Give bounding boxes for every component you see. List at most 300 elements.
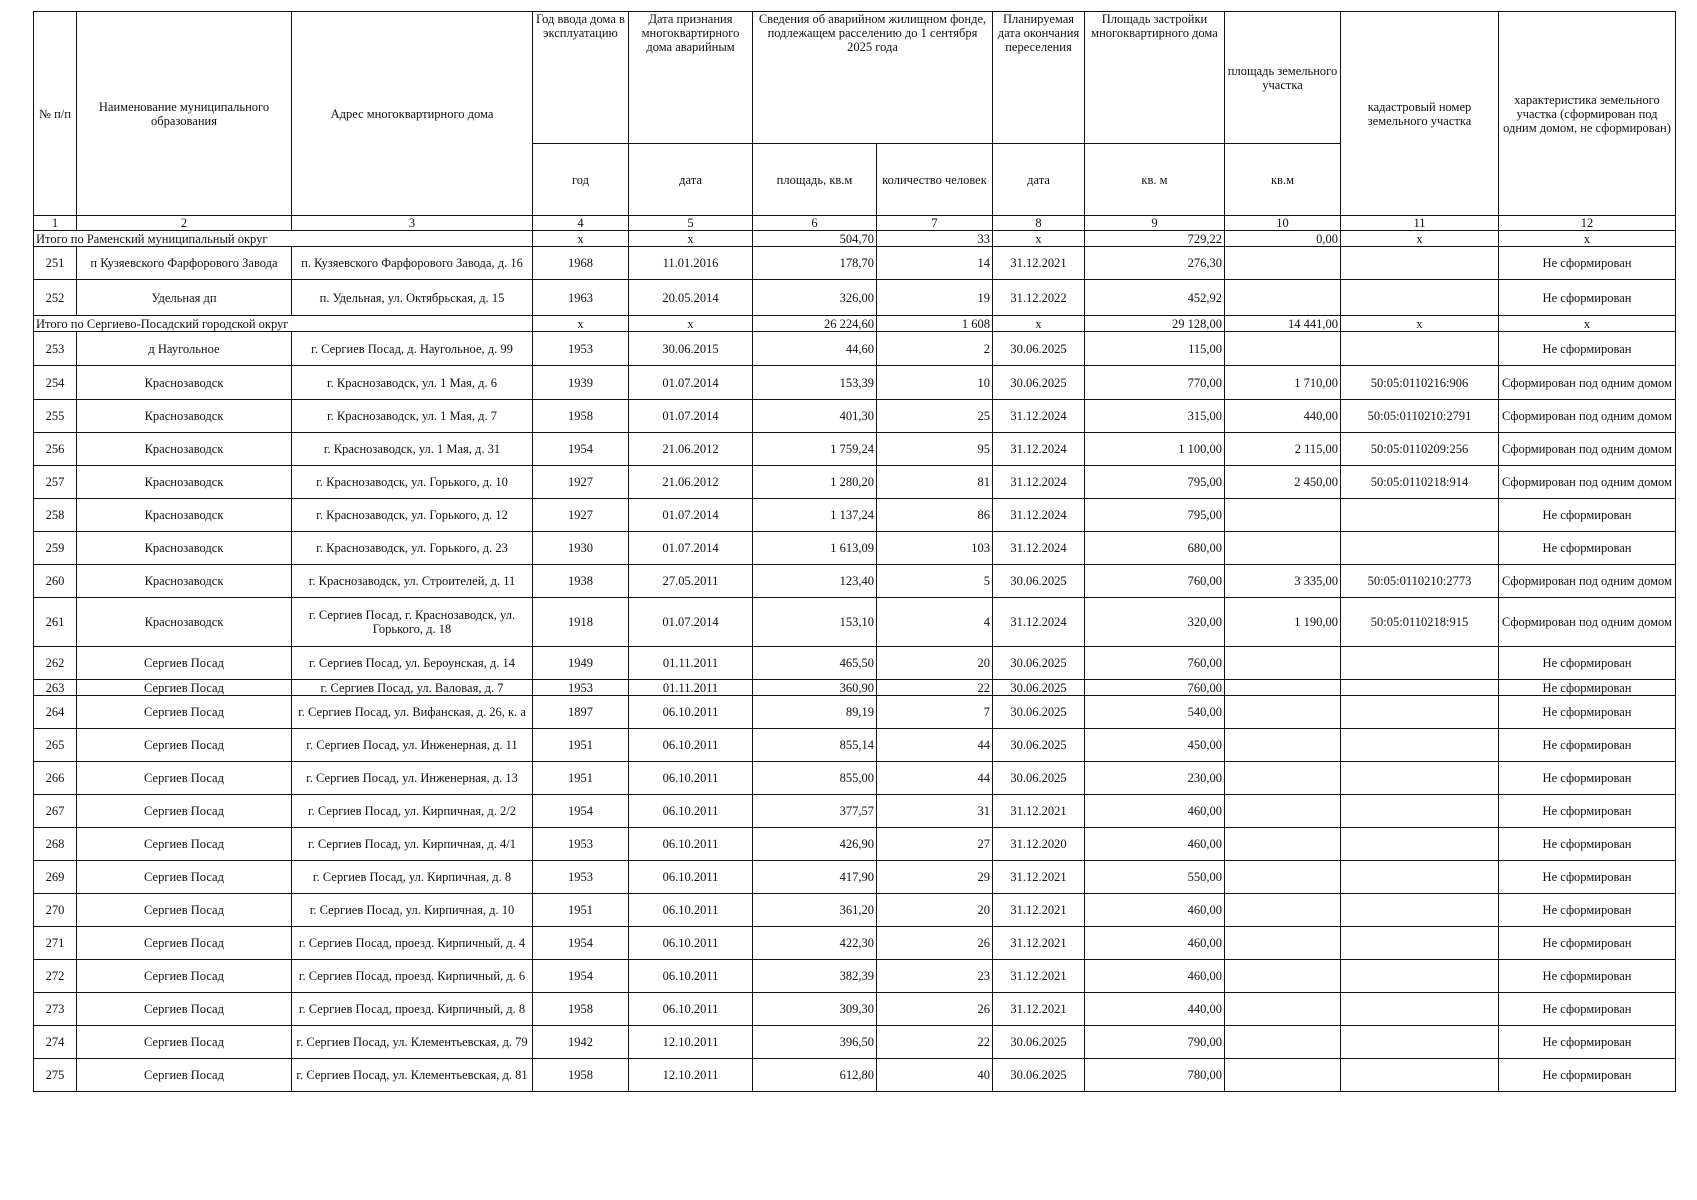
people-cell: 2 xyxy=(877,332,993,366)
cadastral-cell xyxy=(1341,795,1499,828)
address-cell: г. Сергиев Посад, д. Наугольное, д. 99 xyxy=(292,332,533,366)
land-area-cell: 3 335,00 xyxy=(1225,565,1341,598)
cadastral-cell xyxy=(1341,647,1499,680)
area-cell: 396,50 xyxy=(753,1026,877,1059)
build-area-cell: 460,00 xyxy=(1085,927,1225,960)
people-cell: 86 xyxy=(877,499,993,532)
area-cell: 1 759,24 xyxy=(753,433,877,466)
table-row xyxy=(34,366,1676,400)
cadastral-cell xyxy=(1341,1026,1499,1059)
total-build-area: 729,22 xyxy=(1085,231,1225,247)
emergency-date-cell: 01.07.2014 xyxy=(629,532,753,565)
table-row xyxy=(34,696,1676,729)
area-cell: 153,39 xyxy=(753,366,877,400)
total-area: 26 224,60 xyxy=(753,316,877,332)
area-cell: 426,90 xyxy=(753,828,877,861)
municipality-cell: Краснозаводск xyxy=(77,532,292,565)
municipality-cell: д Наугольное xyxy=(77,332,292,366)
header-cadastral: кадастровый номер земельного участка xyxy=(1341,12,1499,216)
cadastral-cell xyxy=(1341,861,1499,894)
people-cell: 5 xyxy=(877,565,993,598)
year-cell: 1938 xyxy=(533,565,629,598)
address-cell: г. Краснозаводск, ул. Горького, д. 12 xyxy=(292,499,533,532)
land-area-cell xyxy=(1225,861,1341,894)
table-row xyxy=(34,400,1676,433)
emergency-date-cell: 06.10.2011 xyxy=(629,993,753,1026)
land-characteristic-cell: Не сформирован xyxy=(1499,828,1676,861)
municipality-cell: Сергиев Посад xyxy=(77,729,292,762)
header-planned-end: Планируемая дата окончания переселения xyxy=(993,12,1085,144)
people-cell: 81 xyxy=(877,466,993,499)
land-area-cell xyxy=(1225,828,1341,861)
table-row xyxy=(34,565,1676,598)
cadastral-cell xyxy=(1341,828,1499,861)
municipality-cell: Сергиев Посад xyxy=(77,1059,292,1092)
people-cell: 22 xyxy=(877,680,993,696)
header-land-area: площадь земельного участка xyxy=(1225,12,1341,144)
year-cell: 1951 xyxy=(533,729,629,762)
row-number: 269 xyxy=(34,861,77,894)
emergency-date-cell: 20.05.2014 xyxy=(629,280,753,316)
area-cell: 855,14 xyxy=(753,729,877,762)
municipality-cell: Удельная дп xyxy=(77,280,292,316)
emergency-date-cell: 01.07.2014 xyxy=(629,400,753,433)
total-date: х xyxy=(629,316,753,332)
column-number: 10 xyxy=(1225,216,1341,231)
header-address: Адрес многоквартирного дома xyxy=(292,12,533,216)
column-number: 9 xyxy=(1085,216,1225,231)
subheader-area: площадь, кв.м xyxy=(753,144,877,216)
planned-end-cell: 31.12.2021 xyxy=(993,960,1085,993)
header-land-characteristic: характеристика земельного участка (сформирован под одним домом, не сформирован) xyxy=(1499,12,1676,216)
build-area-cell: 460,00 xyxy=(1085,894,1225,927)
emergency-date-cell: 01.11.2011 xyxy=(629,680,753,696)
table-row xyxy=(34,894,1676,927)
cadastral-cell xyxy=(1341,1059,1499,1092)
address-cell: г. Сергиев Посад, ул. Клементьевская, д. 79 xyxy=(292,1026,533,1059)
header-municipality: Наименование муниципального образования xyxy=(77,12,292,216)
people-cell: 26 xyxy=(877,927,993,960)
address-cell: г. Сергиев Посад, ул. Вифанская, д. 26, к. а xyxy=(292,696,533,729)
column-number: 7 xyxy=(877,216,993,231)
table-row xyxy=(34,993,1676,1026)
table-row xyxy=(34,647,1676,680)
row-number: 264 xyxy=(34,696,77,729)
land-area-cell xyxy=(1225,332,1341,366)
table-row xyxy=(34,828,1676,861)
land-area-cell xyxy=(1225,532,1341,565)
land-area-cell xyxy=(1225,1026,1341,1059)
table-row xyxy=(34,532,1676,565)
people-cell: 25 xyxy=(877,400,993,433)
emergency-date-cell: 06.10.2011 xyxy=(629,960,753,993)
cadastral-cell xyxy=(1341,696,1499,729)
build-area-cell: 780,00 xyxy=(1085,1059,1225,1092)
municipality-cell: Сергиев Посад xyxy=(77,993,292,1026)
build-area-cell: 276,30 xyxy=(1085,247,1225,280)
row-number: 267 xyxy=(34,795,77,828)
year-cell: 1939 xyxy=(533,366,629,400)
column-number: 5 xyxy=(629,216,753,231)
municipality-cell: Сергиев Посад xyxy=(77,960,292,993)
planned-end-cell: 31.12.2021 xyxy=(993,894,1085,927)
column-number: 12 xyxy=(1499,216,1676,231)
cadastral-cell xyxy=(1341,532,1499,565)
planned-end-cell: 30.06.2025 xyxy=(993,729,1085,762)
total-row xyxy=(34,231,1676,247)
people-cell: 4 xyxy=(877,598,993,647)
emergency-date-cell: 06.10.2011 xyxy=(629,927,753,960)
cadastral-cell: 50:05:0110216:906 xyxy=(1341,366,1499,400)
land-area-cell xyxy=(1225,499,1341,532)
cadastral-cell: 50:05:0110210:2791 xyxy=(1341,400,1499,433)
emergency-date-cell: 21.06.2012 xyxy=(629,433,753,466)
area-cell: 153,10 xyxy=(753,598,877,647)
land-characteristic-cell: Не сформирован xyxy=(1499,1026,1676,1059)
land-characteristic-cell: Не сформирован xyxy=(1499,894,1676,927)
land-characteristic-cell: Не сформирован xyxy=(1499,1059,1676,1092)
year-cell: 1953 xyxy=(533,828,629,861)
emergency-date-cell: 01.07.2014 xyxy=(629,598,753,647)
land-characteristic-cell: Не сформирован xyxy=(1499,861,1676,894)
build-area-cell: 452,92 xyxy=(1085,280,1225,316)
area-cell: 44,60 xyxy=(753,332,877,366)
planned-end-cell: 31.12.2024 xyxy=(993,433,1085,466)
municipality-cell: Сергиев Посад xyxy=(77,927,292,960)
build-area-cell: 320,00 xyxy=(1085,598,1225,647)
planned-end-cell: 30.06.2025 xyxy=(993,565,1085,598)
row-number: 260 xyxy=(34,565,77,598)
cadastral-cell xyxy=(1341,729,1499,762)
emergency-date-cell: 06.10.2011 xyxy=(629,762,753,795)
planned-end-cell: 30.06.2025 xyxy=(993,1059,1085,1092)
row-number: 270 xyxy=(34,894,77,927)
year-cell: 1958 xyxy=(533,1059,629,1092)
build-area-cell: 760,00 xyxy=(1085,680,1225,696)
municipality-cell: Краснозаводск xyxy=(77,499,292,532)
row-number: 255 xyxy=(34,400,77,433)
emergency-date-cell: 12.10.2011 xyxy=(629,1059,753,1092)
land-area-cell xyxy=(1225,795,1341,828)
housing-table xyxy=(33,11,1676,1092)
land-area-cell xyxy=(1225,729,1341,762)
total-land-area: 0,00 xyxy=(1225,231,1341,247)
planned-end-cell: 31.12.2021 xyxy=(993,993,1085,1026)
address-cell: г. Сергиев Посад, ул. Инженерная, д. 11 xyxy=(292,729,533,762)
subheader-year: год xyxy=(533,144,629,216)
area-cell: 465,50 xyxy=(753,647,877,680)
municipality-cell: Сергиев Посад xyxy=(77,828,292,861)
build-area-cell: 460,00 xyxy=(1085,828,1225,861)
row-number: 274 xyxy=(34,1026,77,1059)
emergency-date-cell: 01.07.2014 xyxy=(629,499,753,532)
people-cell: 22 xyxy=(877,1026,993,1059)
municipality-cell: Сергиев Посад xyxy=(77,647,292,680)
land-characteristic-cell: Не сформирован xyxy=(1499,927,1676,960)
subheader-end-date: дата xyxy=(993,144,1085,216)
row-number: 259 xyxy=(34,532,77,565)
row-number: 272 xyxy=(34,960,77,993)
people-cell: 7 xyxy=(877,696,993,729)
build-area-cell: 680,00 xyxy=(1085,532,1225,565)
build-area-cell: 230,00 xyxy=(1085,762,1225,795)
year-cell: 1897 xyxy=(533,696,629,729)
cadastral-cell: 50:05:0110218:915 xyxy=(1341,598,1499,647)
land-area-cell xyxy=(1225,1059,1341,1092)
column-number: 2 xyxy=(77,216,292,231)
area-cell: 326,00 xyxy=(753,280,877,316)
total-end: х xyxy=(993,231,1085,247)
row-number: 252 xyxy=(34,280,77,316)
municipality-cell: Краснозаводск xyxy=(77,466,292,499)
cadastral-cell: 50:05:0110209:256 xyxy=(1341,433,1499,466)
planned-end-cell: 31.12.2021 xyxy=(993,861,1085,894)
header-year: Год ввода дома в эксплуатацию xyxy=(533,12,629,144)
year-cell: 1954 xyxy=(533,433,629,466)
land-characteristic-cell: Не сформирован xyxy=(1499,280,1676,316)
area-cell: 401,30 xyxy=(753,400,877,433)
planned-end-cell: 30.06.2025 xyxy=(993,332,1085,366)
planned-end-cell: 31.12.2024 xyxy=(993,532,1085,565)
build-area-cell: 795,00 xyxy=(1085,499,1225,532)
subheader-people: количество человек xyxy=(877,144,993,216)
emergency-date-cell: 21.06.2012 xyxy=(629,466,753,499)
area-cell: 178,70 xyxy=(753,247,877,280)
address-cell: г. Сергиев Посад, проезд. Кирпичный, д. 4 xyxy=(292,927,533,960)
cadastral-cell xyxy=(1341,993,1499,1026)
table-row xyxy=(34,499,1676,532)
address-cell: г. Краснозаводск, ул. 1 Мая, д. 6 xyxy=(292,366,533,400)
emergency-date-cell: 06.10.2011 xyxy=(629,861,753,894)
table-row xyxy=(34,1059,1676,1092)
year-cell: 1949 xyxy=(533,647,629,680)
land-characteristic-cell: Не сформирован xyxy=(1499,332,1676,366)
cadastral-cell: 50:05:0110218:914 xyxy=(1341,466,1499,499)
land-characteristic-cell: Не сформирован xyxy=(1499,960,1676,993)
land-characteristic-cell: Не сформирован xyxy=(1499,993,1676,1026)
cadastral-cell xyxy=(1341,762,1499,795)
build-area-cell: 770,00 xyxy=(1085,366,1225,400)
total-characteristic: х xyxy=(1499,231,1676,247)
year-cell: 1958 xyxy=(533,400,629,433)
address-cell: г. Сергиев Посад, проезд. Кирпичный, д. 6 xyxy=(292,960,533,993)
build-area-cell: 440,00 xyxy=(1085,993,1225,1026)
emergency-date-cell: 06.10.2011 xyxy=(629,795,753,828)
planned-end-cell: 31.12.2024 xyxy=(993,499,1085,532)
subheader-build-area: кв. м xyxy=(1085,144,1225,216)
land-characteristic-cell: Не сформирован xyxy=(1499,696,1676,729)
cadastral-cell xyxy=(1341,499,1499,532)
address-cell: г. Краснозаводск, ул. 1 Мая, д. 31 xyxy=(292,433,533,466)
people-cell: 40 xyxy=(877,1059,993,1092)
area-cell: 612,80 xyxy=(753,1059,877,1092)
land-characteristic-cell: Сформирован под одним домом xyxy=(1499,433,1676,466)
emergency-date-cell: 06.10.2011 xyxy=(629,828,753,861)
land-characteristic-cell: Сформирован под одним домом xyxy=(1499,598,1676,647)
table-row xyxy=(34,960,1676,993)
emergency-date-cell: 06.10.2011 xyxy=(629,729,753,762)
area-cell: 422,30 xyxy=(753,927,877,960)
total-cadastral: х xyxy=(1341,231,1499,247)
column-number: 4 xyxy=(533,216,629,231)
row-number: 263 xyxy=(34,680,77,696)
column-number: 8 xyxy=(993,216,1085,231)
address-cell: г. Краснозаводск, ул. Строителей, д. 11 xyxy=(292,565,533,598)
header-number: № п/п xyxy=(34,12,77,216)
total-label: Итого по Сергиево-Посадский городской округ xyxy=(34,316,533,332)
year-cell: 1930 xyxy=(533,532,629,565)
subheader-land-area: кв.м xyxy=(1225,144,1341,216)
build-area-cell: 460,00 xyxy=(1085,960,1225,993)
municipality-cell: Сергиев Посад xyxy=(77,894,292,927)
area-cell: 1 137,24 xyxy=(753,499,877,532)
emergency-date-cell: 01.11.2011 xyxy=(629,647,753,680)
address-cell: г. Краснозаводск, ул. 1 Мая, д. 7 xyxy=(292,400,533,433)
planned-end-cell: 30.06.2025 xyxy=(993,696,1085,729)
address-cell: г. Краснозаводск, ул. Горького, д. 10 xyxy=(292,466,533,499)
area-cell: 309,30 xyxy=(753,993,877,1026)
table-row xyxy=(34,433,1676,466)
total-area: 504,70 xyxy=(753,231,877,247)
year-cell: 1954 xyxy=(533,927,629,960)
land-characteristic-cell: Не сформирован xyxy=(1499,729,1676,762)
municipality-cell: Сергиев Посад xyxy=(77,861,292,894)
year-cell: 1953 xyxy=(533,861,629,894)
address-cell: г. Сергиев Посад, ул. Кирпичная, д. 10 xyxy=(292,894,533,927)
address-cell: г. Сергиев Посад, ул. Бероунская, д. 14 xyxy=(292,647,533,680)
people-cell: 44 xyxy=(877,762,993,795)
planned-end-cell: 31.12.2024 xyxy=(993,466,1085,499)
land-area-cell: 1 710,00 xyxy=(1225,366,1341,400)
table-row xyxy=(34,680,1676,696)
row-number: 257 xyxy=(34,466,77,499)
row-number: 261 xyxy=(34,598,77,647)
cadastral-cell xyxy=(1341,927,1499,960)
land-area-cell xyxy=(1225,894,1341,927)
municipality-cell: Сергиев Посад xyxy=(77,696,292,729)
cadastral-cell xyxy=(1341,960,1499,993)
build-area-cell: 540,00 xyxy=(1085,696,1225,729)
cadastral-cell xyxy=(1341,332,1499,366)
planned-end-cell: 31.12.2020 xyxy=(993,828,1085,861)
total-build-area: 29 128,00 xyxy=(1085,316,1225,332)
total-end: х xyxy=(993,316,1085,332)
people-cell: 10 xyxy=(877,366,993,400)
header-emergency-date: Дата признания многоквартирного дома аварийным xyxy=(629,12,753,144)
year-cell: 1953 xyxy=(533,332,629,366)
build-area-cell: 760,00 xyxy=(1085,565,1225,598)
planned-end-cell: 30.06.2025 xyxy=(993,1026,1085,1059)
area-cell: 1 613,09 xyxy=(753,532,877,565)
land-area-cell xyxy=(1225,280,1341,316)
build-area-cell: 795,00 xyxy=(1085,466,1225,499)
total-date: х xyxy=(629,231,753,247)
area-cell: 855,00 xyxy=(753,762,877,795)
municipality-cell: Краснозаводск xyxy=(77,400,292,433)
address-cell: г. Сергиев Посад, ул. Кирпичная, д. 4/1 xyxy=(292,828,533,861)
year-cell: 1954 xyxy=(533,960,629,993)
row-number: 275 xyxy=(34,1059,77,1092)
land-characteristic-cell: Не сформирован xyxy=(1499,647,1676,680)
year-cell: 1968 xyxy=(533,247,629,280)
planned-end-cell: 31.12.2022 xyxy=(993,280,1085,316)
municipality-cell: Краснозаводск xyxy=(77,598,292,647)
planned-end-cell: 30.06.2025 xyxy=(993,647,1085,680)
planned-end-cell: 31.12.2021 xyxy=(993,247,1085,280)
land-characteristic-cell: Сформирован под одним домом xyxy=(1499,400,1676,433)
land-area-cell xyxy=(1225,762,1341,795)
year-cell: 1951 xyxy=(533,894,629,927)
municipality-cell: Краснозаводск xyxy=(77,433,292,466)
cadastral-cell: 50:05:0110210:2773 xyxy=(1341,565,1499,598)
land-area-cell xyxy=(1225,696,1341,729)
row-number: 273 xyxy=(34,993,77,1026)
land-characteristic-cell: Не сформирован xyxy=(1499,532,1676,565)
municipality-cell: Сергиев Посад xyxy=(77,795,292,828)
table-row xyxy=(34,332,1676,366)
people-cell: 27 xyxy=(877,828,993,861)
land-area-cell: 1 190,00 xyxy=(1225,598,1341,647)
people-cell: 26 xyxy=(877,993,993,1026)
table-row xyxy=(34,795,1676,828)
municipality-cell: Сергиев Посад xyxy=(77,680,292,696)
emergency-date-cell: 06.10.2011 xyxy=(629,696,753,729)
municipality-cell: Краснозаводск xyxy=(77,366,292,400)
land-characteristic-cell: Не сформирован xyxy=(1499,247,1676,280)
year-cell: 1951 xyxy=(533,762,629,795)
land-characteristic-cell: Не сформирован xyxy=(1499,795,1676,828)
year-cell: 1953 xyxy=(533,680,629,696)
land-area-cell xyxy=(1225,927,1341,960)
row-number: 254 xyxy=(34,366,77,400)
people-cell: 20 xyxy=(877,894,993,927)
planned-end-cell: 30.06.2025 xyxy=(993,762,1085,795)
area-cell: 377,57 xyxy=(753,795,877,828)
total-characteristic: х xyxy=(1499,316,1676,332)
row-number: 256 xyxy=(34,433,77,466)
cadastral-cell xyxy=(1341,894,1499,927)
build-area-cell: 550,00 xyxy=(1085,861,1225,894)
people-cell: 31 xyxy=(877,795,993,828)
total-cadastral: х xyxy=(1341,316,1499,332)
planned-end-cell: 31.12.2024 xyxy=(993,400,1085,433)
address-cell: г. Сергиев Посад, г. Краснозаводск, ул. Горького, д. 18 xyxy=(292,598,533,647)
municipality-cell: Сергиев Посад xyxy=(77,762,292,795)
row-number: 266 xyxy=(34,762,77,795)
emergency-date-cell: 12.10.2011 xyxy=(629,1026,753,1059)
table-row xyxy=(34,247,1676,280)
municipality-cell: Сергиев Посад xyxy=(77,1026,292,1059)
table-row xyxy=(34,1026,1676,1059)
people-cell: 103 xyxy=(877,532,993,565)
address-cell: г. Краснозаводск, ул. Горького, д. 23 xyxy=(292,532,533,565)
column-number: 6 xyxy=(753,216,877,231)
build-area-cell: 760,00 xyxy=(1085,647,1225,680)
cadastral-cell xyxy=(1341,247,1499,280)
land-area-cell xyxy=(1225,647,1341,680)
emergency-date-cell: 11.01.2016 xyxy=(629,247,753,280)
people-cell: 20 xyxy=(877,647,993,680)
table-row xyxy=(34,598,1676,647)
column-number: 1 xyxy=(34,216,77,231)
land-characteristic-cell: Сформирован под одним домом xyxy=(1499,366,1676,400)
planned-end-cell: 31.12.2024 xyxy=(993,598,1085,647)
municipality-cell: Краснозаводск xyxy=(77,565,292,598)
year-cell: 1918 xyxy=(533,598,629,647)
area-cell: 89,19 xyxy=(753,696,877,729)
area-cell: 382,39 xyxy=(753,960,877,993)
column-number-row xyxy=(34,216,1676,231)
